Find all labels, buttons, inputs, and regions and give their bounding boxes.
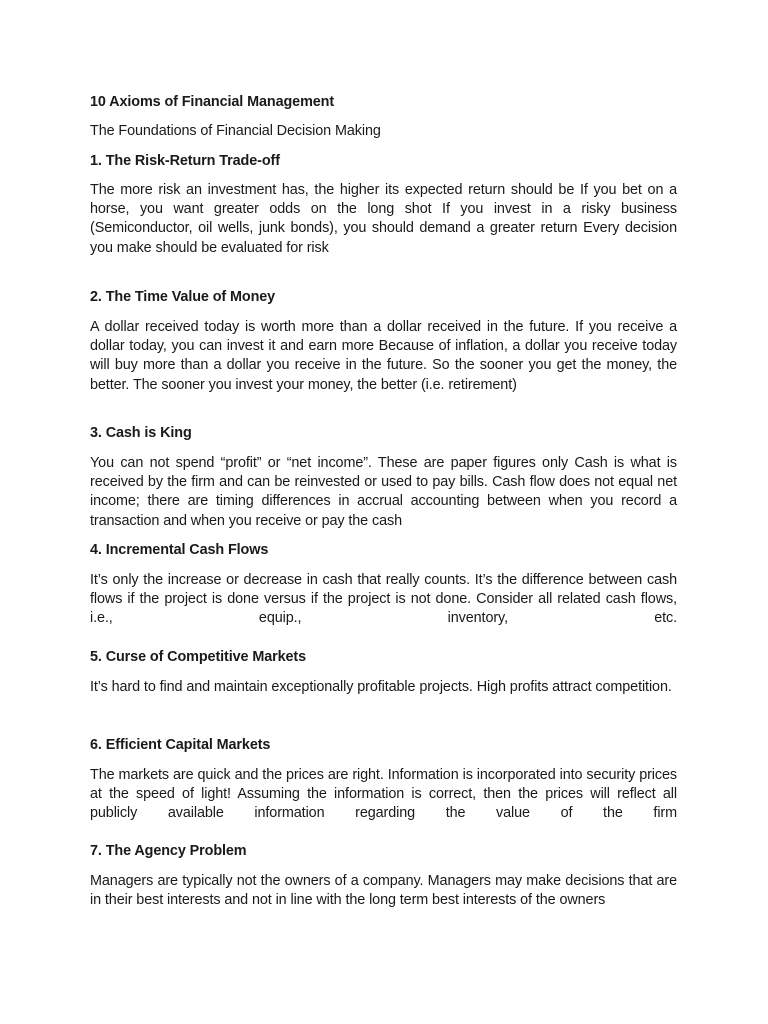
document-title: 10 Axioms of Financial Management <box>90 94 335 110</box>
section-heading-2: 2. The Time Value of Money <box>90 289 276 305</box>
section-heading-3: 3. Cash is King <box>90 425 192 441</box>
section-heading-1: 1. The Risk-Return Trade-off <box>90 153 280 169</box>
section-body-7: Managers are typically not the owners of a company. Managers may make decisions that are in their best interests and not in line with the long term best interests of the owners <box>90 873 677 909</box>
section-heading-6: 6. Efficient Capital Markets <box>90 737 271 753</box>
section-body-6: The markets are quick and the prices are right. Information is incorporated into security prices at the speed of light! Assuming the information is correct, then the prices will reflect all publicly available information regarding the value of the firm <box>90 767 677 822</box>
document-subtitle: The Foundations of Financial Decision Making <box>90 123 381 139</box>
section-heading-4: 4. Incremental Cash Flows <box>90 542 269 558</box>
section-heading-7: 7. The Agency Problem <box>90 843 247 859</box>
section-body-3: You can not spend “profit” or “net income”. These are paper figures only Cash is what is received by the firm and can be reinvested or used to pay bills. Cash flow does not equal net income; there are timing differences in accrual accounting between when you record a transaction and when you receive or pay the cash <box>90 455 677 529</box>
section-body-5: It’s hard to find and maintain exceptionally profitable projects. High profits attract competition. <box>90 679 672 695</box>
section-body-2: A dollar received today is worth more than a dollar received in the future. If you receive a dollar today, you can invest it and earn more Because of inflation, a dollar you receive today will buy more than a dollar you receive in the future. So the sooner you get the money, the better. The sooner you invest your money, the better (i.e. retirement) <box>90 319 677 393</box>
section-body-4: It’s only the increase or decrease in cash that really counts. It’s the difference between cash flows if the project is done versus if the project is not done. Consider all related cash flows, i.e., equip., inventory, etc. <box>90 572 677 627</box>
section-body-1: The more risk an investment has, the higher its expected return should be If you bet on a horse, you want greater odds on the long shot If you invest in a risky business (Semiconductor, oil wells, junk bonds), you should demand a greater return Every decision you make should be evaluated for risk <box>90 182 677 256</box>
section-heading-5: 5. Curse of Competitive Markets <box>90 649 307 665</box>
